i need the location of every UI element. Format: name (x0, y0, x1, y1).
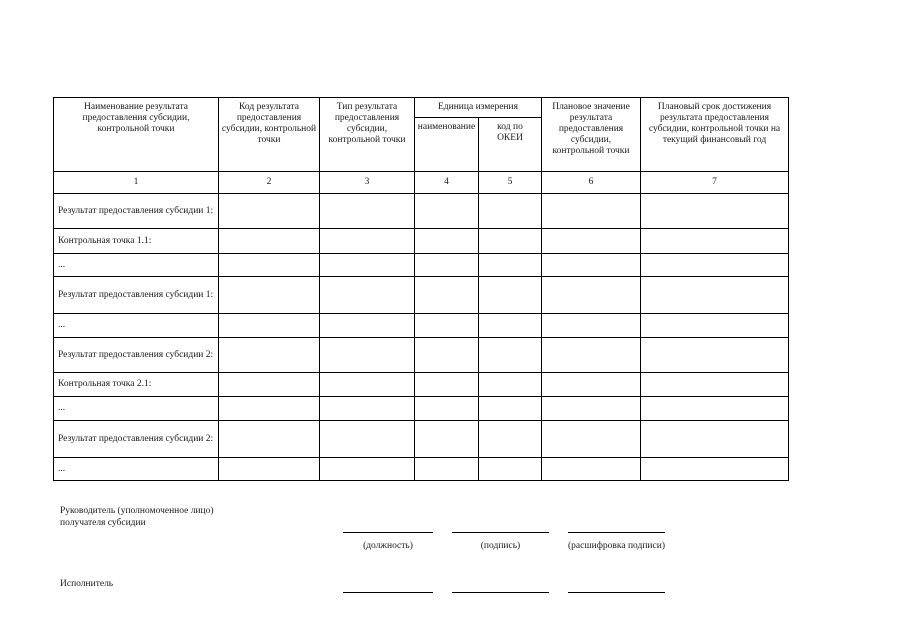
table-cell[interactable] (320, 314, 415, 338)
table-row (54, 397, 789, 421)
table-cell[interactable] (641, 397, 789, 421)
table-cell[interactable] (415, 194, 479, 229)
row-label: ... (54, 397, 219, 421)
header-result-type: Тип результата предоставления субсидии, контрольной точки (320, 98, 415, 172)
table-cell[interactable] (479, 277, 542, 314)
row-label: ... (54, 314, 219, 338)
table-cell[interactable] (320, 458, 415, 481)
table-cell[interactable] (479, 421, 542, 458)
table-cell[interactable] (641, 338, 789, 373)
table-row (54, 254, 789, 277)
table-cell[interactable] (320, 373, 415, 397)
table-row (54, 338, 789, 373)
table-cell[interactable] (219, 397, 320, 421)
table-cell[interactable] (320, 338, 415, 373)
table-cell[interactable] (320, 229, 415, 254)
column-number: 3 (320, 172, 415, 194)
table-cell[interactable] (219, 373, 320, 397)
decoding-line[interactable] (568, 532, 665, 533)
table-cell[interactable] (479, 397, 542, 421)
table-cell[interactable] (542, 194, 641, 229)
table-cell[interactable] (479, 458, 542, 481)
table-row (54, 229, 789, 254)
table-cell[interactable] (219, 421, 320, 458)
header-planned-deadline: Плановый срок достижения результата предоставления субсидии, контрольной точки на текущий финансовый год (641, 98, 789, 172)
table-cell[interactable] (542, 338, 641, 373)
table-cell[interactable] (479, 254, 542, 277)
header-planned-value: Плановое значение результата предоставления субсидии, контрольной точки (542, 98, 641, 172)
table-cell[interactable] (542, 277, 641, 314)
table-cell[interactable] (415, 458, 479, 481)
table-cell[interactable] (542, 421, 641, 458)
table-cell[interactable] (219, 338, 320, 373)
table-cell[interactable] (542, 458, 641, 481)
table-cell[interactable] (320, 421, 415, 458)
table-cell[interactable] (479, 194, 542, 229)
table-cell[interactable] (479, 229, 542, 254)
table-cell[interactable] (542, 314, 641, 338)
table-cell[interactable] (415, 229, 479, 254)
column-number: 4 (415, 172, 479, 194)
table-cell[interactable] (219, 229, 320, 254)
table-cell[interactable] (415, 373, 479, 397)
row-label: ... (54, 458, 219, 481)
table-cell[interactable] (542, 229, 641, 254)
table-cell[interactable] (641, 254, 789, 277)
column-number: 1 (54, 172, 219, 194)
header-unit-of-measure: Единица измерения (415, 98, 542, 118)
header-result-code: Код результата предоставления субсидии, контрольной точки (219, 98, 320, 172)
table-cell[interactable] (320, 254, 415, 277)
table-cell[interactable] (641, 314, 789, 338)
executor-label: Исполнитель (60, 579, 114, 589)
table-cell[interactable] (219, 277, 320, 314)
row-label: Контрольная точка 2.1: (54, 373, 219, 397)
table-cell[interactable] (641, 194, 789, 229)
table-row (54, 277, 789, 314)
table-cell[interactable] (479, 314, 542, 338)
column-number: 6 (542, 172, 641, 194)
table-row (54, 314, 789, 338)
signature-caption: (подпись) (480, 541, 521, 551)
table-cell[interactable] (415, 338, 479, 373)
table-row (54, 373, 789, 397)
table-cell[interactable] (219, 458, 320, 481)
table-cell[interactable] (320, 277, 415, 314)
table-row (54, 458, 789, 481)
table-cell[interactable] (542, 373, 641, 397)
table-cell[interactable] (479, 373, 542, 397)
position-caption: (должность) (363, 541, 413, 551)
table-cell[interactable] (479, 338, 542, 373)
table-row (54, 421, 789, 458)
column-numbers-row (54, 172, 789, 194)
row-label: Результат предоставления субсидии 1: (54, 194, 219, 229)
position-line[interactable] (343, 532, 433, 533)
table-cell[interactable] (219, 194, 320, 229)
executor-decoding-line[interactable] (568, 592, 665, 593)
executor-position-line[interactable] (343, 592, 433, 593)
table-cell[interactable] (542, 254, 641, 277)
executor-signature-line[interactable] (452, 592, 549, 593)
header-unit-okei-code: код по ОКЕИ (479, 118, 542, 172)
table-cell[interactable] (415, 421, 479, 458)
table-row (54, 194, 789, 229)
column-number: 5 (479, 172, 542, 194)
table-cell[interactable] (320, 194, 415, 229)
row-label: Результат предоставления субсидии 2: (54, 421, 219, 458)
decoding-caption: (расшифровка подписи) (568, 541, 665, 551)
table-cell[interactable] (320, 397, 415, 421)
table-cell[interactable] (641, 373, 789, 397)
row-label: ... (54, 254, 219, 277)
table-cell[interactable] (641, 458, 789, 481)
table-cell[interactable] (415, 397, 479, 421)
table-cell[interactable] (219, 314, 320, 338)
row-label: Контрольная точка 1.1: (54, 229, 219, 254)
results-table (53, 97, 789, 481)
table-cell[interactable] (542, 397, 641, 421)
header-unit-name: наименование (415, 118, 479, 172)
row-label: Результат предоставления субсидии 2: (54, 338, 219, 373)
table-cell[interactable] (641, 229, 789, 254)
column-number: 2 (219, 172, 320, 194)
row-label: Результат предоставления субсидии 1: (54, 277, 219, 314)
table-cell[interactable] (415, 254, 479, 277)
head-signatory-label: Руководитель (уполномоченное лицо) получателя субсидии (60, 506, 214, 528)
column-number: 7 (641, 172, 789, 194)
table-cell[interactable] (641, 421, 789, 458)
table-cell[interactable] (641, 277, 789, 314)
signature-line[interactable] (452, 532, 549, 533)
table-cell[interactable] (415, 277, 479, 314)
table-cell[interactable] (219, 254, 320, 277)
table-cell[interactable] (415, 314, 479, 338)
header-result-name: Наименование результата предоставления субсидии, контрольной точки (54, 98, 219, 172)
